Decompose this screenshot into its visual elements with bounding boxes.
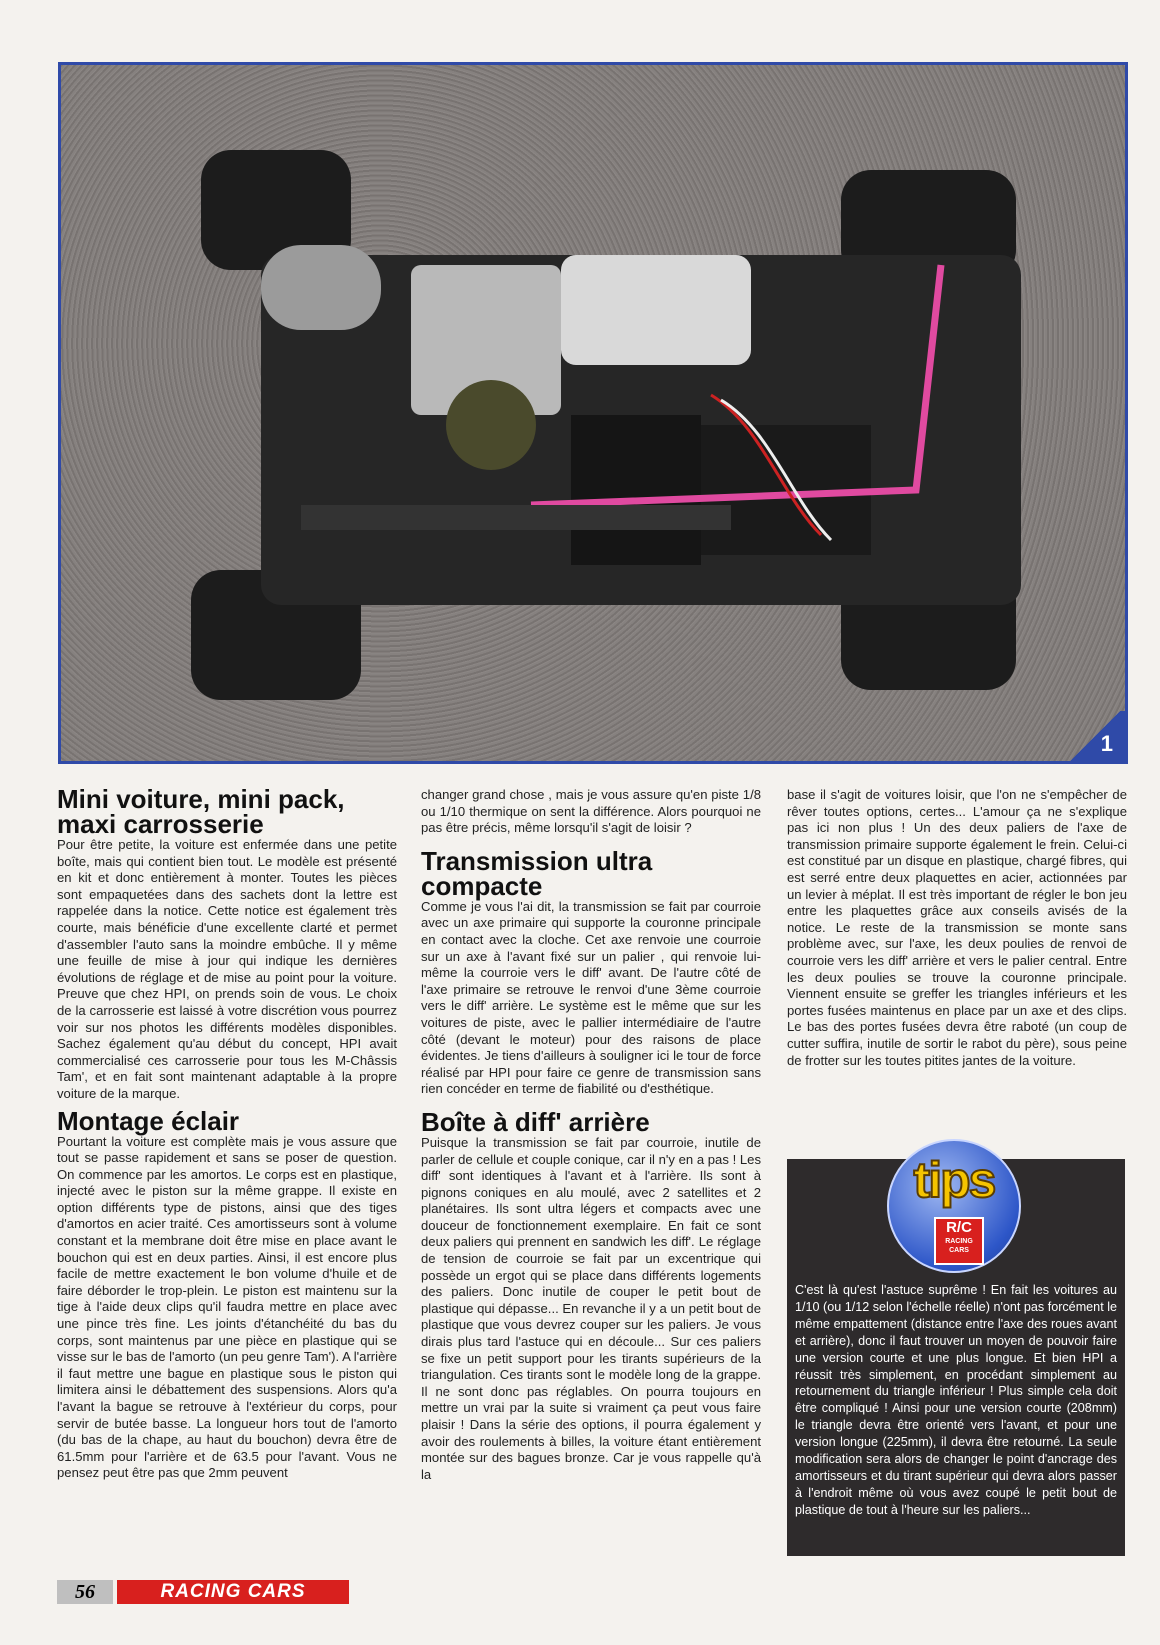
page-footer xyxy=(57,1580,347,1604)
heading-montage-eclair: Montage éclair xyxy=(57,1105,240,1136)
chassis-photo xyxy=(58,62,1128,764)
rc-racing-cars-badge xyxy=(934,1217,984,1265)
paragraph-montage: Pourtant la voiture est complète mais je vous assure que tout se passe rapidement et sans se poser de question. On commence par les amortos. Le corps est en plastique, injecté avec le piston sur la même grappe. Il existe en option différents type de pistons, ainsi que des tiges d'amortos en acier traité. Ces amortisseurs sont à volume constant et la membrane doit être mise en place avant le bouchon qui est en deux parties. Ainsi, il est encore plus facile de mettre exactement le bon volume d'huile et de faire déborder le trop-plein. Le piston est maintenu sur la tige à l'aide deux clips qu'il faudra mettre en place avec une pince très fine. Les joints d'étanchéité du bas du corps, sont maintenus par une pièce en plastique qui se visse sur le bas de l'amorto (un peu genre Tam'). A l'arrière il faut mettre une bague en plastique sous le piston qui limitera ainsi le débattement des suspensions. Alors qu'a l'avant la bague se retrouve à l'extérieur du corps, pour servir de butée basse. La longueur hors tout de l'amorto (du bas de la chape, au haut du bouchon) devra être de 61.5mm pour l'arrière et de 63.5 pour l'avant. Vous ne pensez peut être pas que 2mm peuvent xyxy=(57,1133,397,1481)
rc-badge-label: R/C xyxy=(946,1219,972,1236)
column-2 xyxy=(421,787,761,1489)
paragraph-transmission: Comme je vous l'ai dit, la transmission se fait par courroie avec un axe primaire qui supporte la couronne principale en contact avec la cloche. Cet axe renvoie une courroie sur un axe à l'avant fixé sur un palier , qui renvoie lui-même la courroie vers le diff' avant. De l'autre côté de l'axe primaire se retrouve le renvoi d'une 3ème courroie vers le diff' arrière. Le système est le même que sur les voitures de piste, avec le pallier intermédiaire de l'autre côté (devant le moteur) pour des raisons de place évidentes. Je tiens d'ailleurs à souligner ici le tour de force réalisé par HPI pour faire ce genre de transmission sans rien concéder en terme de fiabilité ou d'esthétique. xyxy=(421,898,761,1097)
page-number: 56 xyxy=(57,1580,113,1604)
heading-mini-voiture: Mini voiture, mini pack, maxi carrosserie xyxy=(57,784,345,839)
paragraph-boite-diff: Puisque la transmission se fait par courroie, inutile de parler de cellule et couple conique, car il n'y en a pas ! Les diff' sont identiques à l'avant et à l'arrière. Ils sont à pignons coniques en alu moulé, avec 2 satellites et 2 planétaires. Ils sont ultra légers et compacts avec une douceur de fonctionnement exemplaire. En fait ce sont deux paliers qui prennent en sandwich les diff'. Le réglage de tension de courroie se fait par un excentrique qui possède un ergot qui se place dans différents logements des paliers. Donc inutile de couper le petit bout de plastique qui dépasse... En revanche il y a un petit bout de plastique que vous devrez couper sur les paliers. Je vous dirais plus tard l'astuce qui en découle... Sur ces paliers se fixe un petit support pour les tirants supérieurs de la triangulation. Ces tirants sont le modèle long de la grappe. Il ne sont donc pas réglables. On pourra toujours en mettre un vrai par la suite si vraiment ça peut vous faire plaisir ! Dans la série des options, il pourra également y avoir des roulements à billes, la voiture étant entièrement montée sur des bagues bronze. Car je vous rappelle qu'à la xyxy=(421,1134,761,1482)
paragraph-col3: base il s'agit de voitures loisir, que l'on ne s'empêcher de rêver toutes options, certes... L'amour ça ne s'explique pas ici non plus ! Un des deux paliers de l'axe de transmission primaire supporte également le frein. Celui-ci est constitué par un disque en plastique, chargé fibres, qui est serré entre deux plaquettes en acier, actionnées par un levier à méplat. Il est très important de régler le bon jeu entre les plaquettes grâce aux conseils avisés de la notice. Le reste de la transmission se monte sans problème avec, sur l'axe, les deux poulies de renvoi de courroie vers les diff' arrière et vers le palier central. Entre les deux poulies se trouve la couronne principale. Viennent ensuite se greffer les triangles inférieurs et les portes fusées maintenus en place par un axe et des clips. Le bas des portes fusées devra être raboté (un coup de cutter suffira, inutile de sortir le rabot du père), sous peine de frotter sur les toutes pitites jantes de la voiture. xyxy=(787,787,1127,1068)
rc-badge-racing: RACING xyxy=(945,1238,973,1245)
paragraph-intro: Pour être petite, la voiture est enfermée dans une petite boîte, mais qui contient bien tout. Le modèle est présenté en kit et donc entièrement à monter. Toutes les pièces sont empaquetées dans des sachets dont la lettre est rappelée dans la notice. Cette notice est également très courte, mais bénéficie d'une excellente clarté et permet d'assembler l'auto sans la moindre embûche. Il y même une feuille de mise à jour qui indique les dernières évolutions de réglage et de mise au point pour la voiture. Preuve que chez HPI, on prends soin de vous. Le choix de la carrosserie est laissé à votre discrétion vous pourrez voir sur nos photos les différents modèles disponibles. Sachez également qu'au début du concept, HPI avait commercialisé ces carrosserie pour tous les M-Châssis Tam', et en fait sont maintenant adaptable à la propre voiture de la marque. xyxy=(57,837,397,1101)
magazine-title: RACING CARS xyxy=(117,1580,349,1604)
photo-number-badge xyxy=(1065,711,1125,761)
heading-boite-diff: Boîte à diff' arrière xyxy=(421,1106,650,1137)
rc-badge-cars: CARS xyxy=(949,1247,969,1254)
chassis-illustration xyxy=(61,65,1125,761)
tips-box xyxy=(787,1152,1125,1556)
column-1 xyxy=(57,784,397,1488)
tips-text: C'est là qu'est l'astuce suprême ! En fait les voitures au 1/10 (ou 1/12 selon l'échelle réelle) n'ont pas forcément le même empattement (distance entre l'axe des roues avant et arrière), donc il faut trouver un moyen de pouvoir faire une version courte et une plus longue. Et bien HPI a réussit très simplement, en procédant simplement au retournement du triangle inférieur ! Plus simple cela doit être compliqué ! Ainsi pour une version courte (208mm) le triangle devra être orienté vers l'avant, et pour une version longue (225mm), il devra être retourné. La seule modification sera alors de changer le point d'ancrage des amortisseurs et du tirant supérieur qui devra alors passer à l'endroit même où vous avez coupé le petit bout de plastique de tout à l'heure sur les paliers... xyxy=(795,1283,1117,1517)
photo-number: 1 xyxy=(1100,731,1113,756)
paragraph-continued: changer grand chose , mais je vous assure qu'en piste 1/8 ou 1/10 thermique on sent la différence. Alors pourquoi ne pas être précis, même lorsqu'il s'agit de loisir ? xyxy=(421,787,761,836)
tips-logo xyxy=(887,1139,1021,1273)
tips-logo-word: tips xyxy=(913,1152,995,1208)
heading-transmission: Transmission ultra compacte xyxy=(421,845,653,901)
column-3 xyxy=(787,787,1127,1075)
